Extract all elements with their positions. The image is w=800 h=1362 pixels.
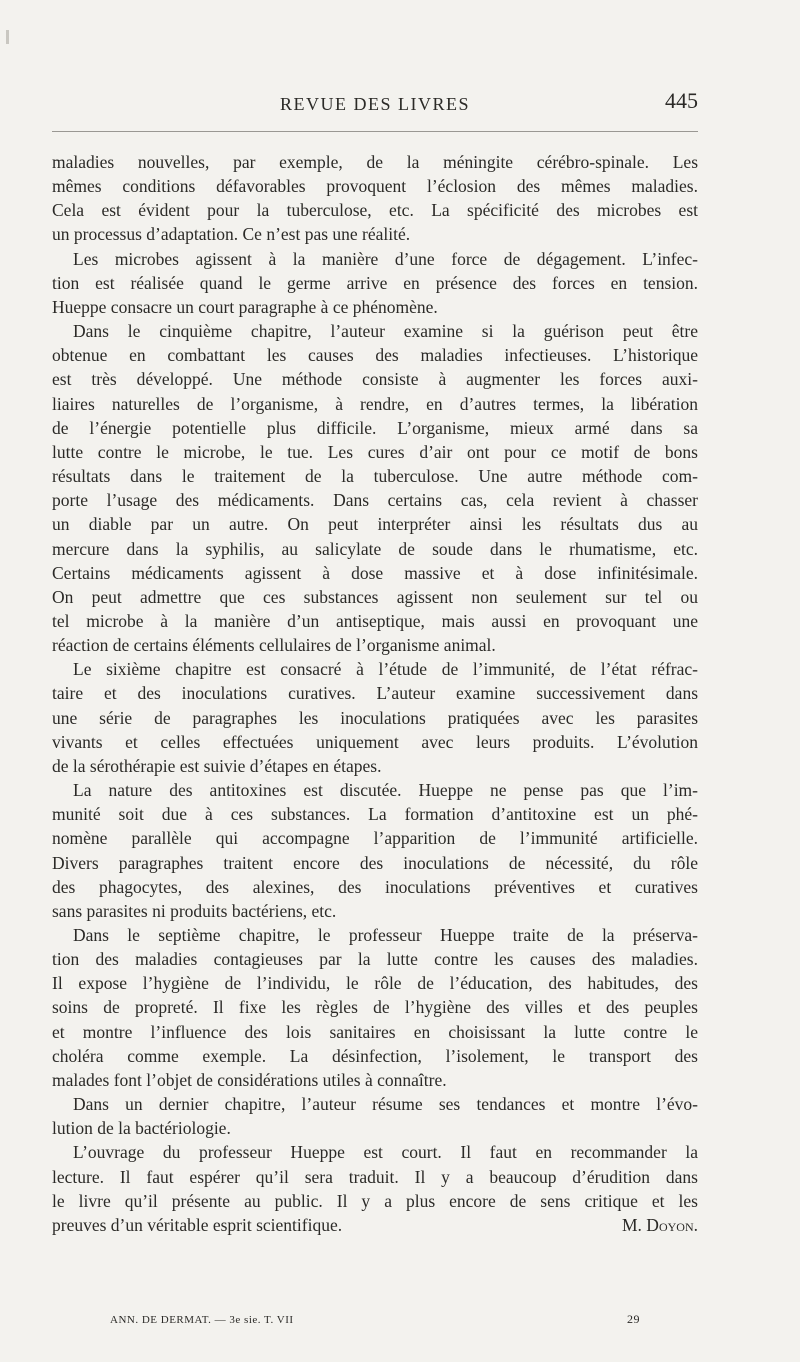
text-line: choléra comme exemple. La désinfection, l’isolement, le transport des (52, 1045, 698, 1066)
text-line: lecture. Il faut espérer qu’il sera traduit. Il y a beaucoup d’érudition dans (52, 1166, 698, 1187)
text-line: La nature des antitoxines est discutée. Hueppe ne pense pas que l’im- (73, 780, 698, 801)
text-line: Le sixième chapitre est consacré à l’étude de l’immunité, de l’état réfrac- (73, 659, 698, 680)
text-line: un diable par un autre. On peut interpréter ainsi les résultats dus au (52, 514, 698, 535)
text-line: mêmes conditions défavorables provoquent l’éclosion des mêmes maladies. (52, 176, 698, 197)
text-line: taire et des inoculations curatives. L’auteur examine successivement dans (52, 683, 698, 704)
text-line: un processus d’adaptation. Ce n’est pas une réalité. (52, 224, 411, 245)
text-line: résultats dans le traitement de la tuberculose. Une autre méthode com- (52, 466, 698, 487)
journal-reference: ANN. DE DERMAT. — 3e sie. T. VII (110, 1314, 294, 1326)
running-title: REVUE DES LIVRES (280, 94, 470, 114)
text-line: L’ouvrage du professeur Hueppe est court. Il faut en recommander la (73, 1142, 698, 1163)
text-line: munité soit due à ces substances. La formation d’antitoxine est un phé- (52, 804, 698, 825)
text-line: le livre qu’il présente au public. Il y a plus encore de sens critique et les (52, 1190, 698, 1211)
author-signature: M. Doyon. (622, 1214, 698, 1235)
closing-text: preuves d’un véritable esprit scientifique. (52, 1214, 343, 1235)
text-line: Certains médicaments agissent à dose massive et à dose infinitésimale. (52, 562, 698, 583)
text-line: maladies nouvelles, par exemple, de la méningite cérébro-spinale. Les (52, 152, 698, 172)
closing-line (52, 1213, 698, 1237)
text-line: tion des maladies contagieuses par la lutte contre les causes des maladies. (52, 949, 698, 970)
text-line: tion est réalisée quand le germe arrive en présence des forces en tension. (52, 272, 698, 293)
text-line: Divers paragraphes traitent encore des inoculations de nécessité, du rôle (52, 852, 698, 873)
page-footer (110, 1312, 640, 1332)
text-line: lutte contre le microbe, le tue. Les cures d’air ont pour ce motif de bons (52, 441, 698, 462)
text-line: mercure dans la syphilis, au salicylate de soude dans le rhumatisme, etc. (52, 538, 698, 559)
text-line: réaction de certains éléments cellulaires de l’organisme animal. (52, 635, 496, 656)
text-line: sans parasites ni produits bactériens, etc. (52, 900, 337, 921)
text-line: vivants et celles effectuées uniquement avec leurs produits. L’évolution (52, 731, 698, 752)
text-line: On peut admettre que ces substances agissent non seulement sur tel ou (52, 586, 698, 607)
text-line: Il expose l’hygiène de l’individu, le rôle de l’éducation, des habitudes, des (52, 973, 698, 994)
text-line: nomène parallèle qui accompagne l’apparition de l’immunité artificielle. (52, 828, 698, 849)
text-line: des phagocytes, des alexines, des inoculations préventives et curatives (52, 876, 698, 897)
text-line: soins de propreté. Il fixe les règles de l’hygiène des villes et des peuples (52, 997, 698, 1018)
text-line: de la sérothérapie est suivie d’étapes en étapes. (52, 755, 382, 776)
text-line: obtenue en combattant les causes des maladies infectieuses. L’historique (52, 345, 698, 366)
text-line: malades font l’objet de considérations utiles à connaître. (52, 1069, 447, 1090)
text-line: de l’énergie potentielle plus difficile. L’organisme, mieux armé dans sa (52, 417, 698, 438)
scan-margin-mark (6, 30, 9, 44)
running-head (52, 88, 698, 122)
text-line: Les microbes agissent à la manière d’une force de dégagement. L’infec- (73, 248, 698, 269)
text-line: Dans un dernier chapitre, l’auteur résume ses tendances et montre l’évo- (73, 1094, 698, 1115)
page-number: 445 (665, 88, 698, 113)
text-line: lution de la bactériologie. (52, 1118, 231, 1139)
text-line: tel microbe à la manière d’un antiseptique, mais aussi en provoquant une (52, 610, 698, 631)
text-line: une série de paragraphes les inoculations pratiquées avec les parasites (52, 707, 698, 728)
text-line: Cela est évident pour la tuberculose, etc. La spécificité des microbes est (52, 200, 698, 221)
text-line: liaires naturelles de l’organisme, à rendre, en d’autres termes, la libération (52, 393, 698, 414)
text-line: est très développé. Une méthode consiste à augmenter les forces auxi- (52, 369, 698, 390)
text-line: et montre l’influence des lois sanitaires en choisissant la lutte contre le (52, 1021, 698, 1042)
text-line: porte l’usage des médicaments. Dans certains cas, cela revient à chasser (52, 490, 698, 511)
body-text (52, 150, 698, 1237)
text-line: Hueppe consacre un court paragraphe à ce phénomène. (52, 296, 438, 317)
text-line: Dans le septième chapitre, le professeur Hueppe traite de la préserva- (73, 925, 698, 945)
header-rule (52, 131, 698, 132)
signature-mark: 29 (627, 1312, 640, 1326)
text-line: Dans le cinquième chapitre, l’auteur examine si la guérison peut être (73, 321, 698, 342)
